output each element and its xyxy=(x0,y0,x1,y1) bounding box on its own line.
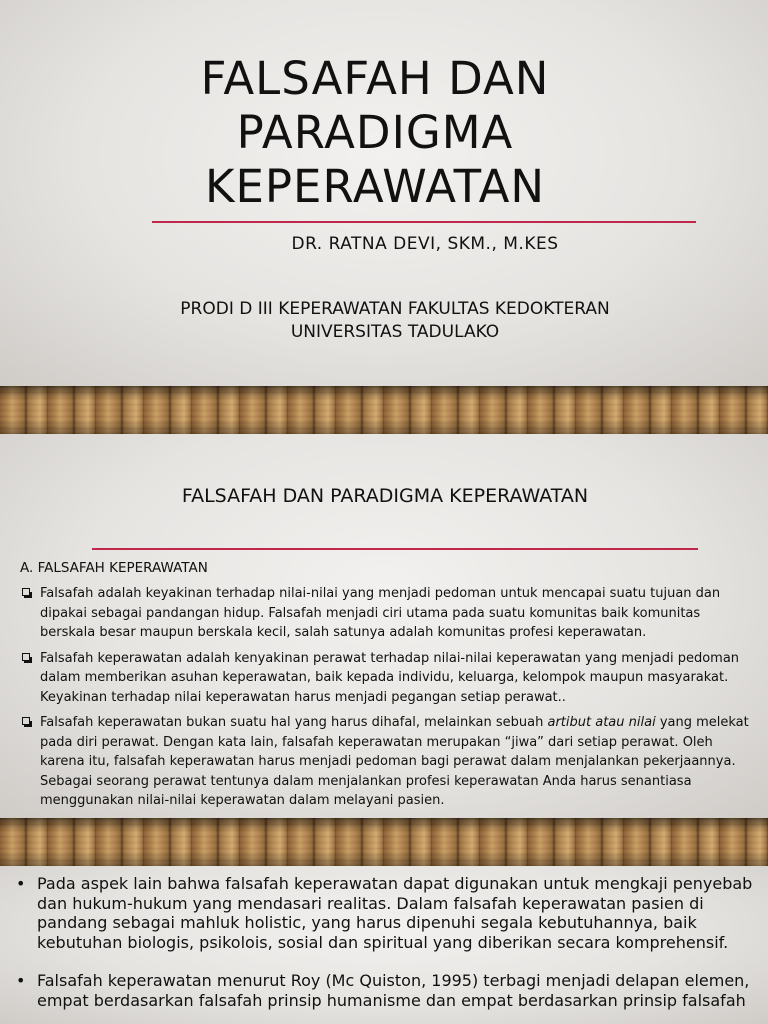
bullet-text-pre: Falsafah keperawatan bukan suatu hal yang harus dihafal, melainkan sebuah xyxy=(40,715,548,730)
bullet-text-post: yang melekat pada diri perawat. Dengan kata lain, falsafah keperawatan merupakan “jiwa” dari setiap perawat. Oleh karena itu, falsafah keperawatan harus menjadi pedoman bagi perawat dalam menjalankan pekerjaannya. Sebagai seorang perawat tentunya dalam menjalankan profesi keperawatan Anda harus senantiasa menggunakan nilai-nilai keperawatan dalam melayani pasien. xyxy=(40,715,749,808)
title-line-3: KEPERAWATAN xyxy=(204,160,546,213)
square-bullet-icon xyxy=(22,653,30,661)
content-slide-1 xyxy=(0,434,768,818)
bullet-text: Pada aspek lain bahwa falsafah keperawatan dapat digunakan untuk mengkaji penyebab dan hukum-hukum yang mendasari realitas. Dalam falsafah keperawatan pasien di pandang sebagai mahluk holistic, yang harus dipenuhi segala kebutuhannya, baik kebutuhan biologis, psikolois, sosial dan spiritual yang diberikan secara komprehensif. xyxy=(37,874,753,952)
bullet-text xyxy=(40,715,749,808)
author-name: DR. RATNA DEVI, SKM., M.KES xyxy=(291,234,559,254)
list-item xyxy=(20,584,755,643)
title-divider xyxy=(152,221,696,223)
title-line-1: FALSAFAH DAN xyxy=(200,52,550,105)
slide-title xyxy=(100,52,650,214)
bullet-dot-icon: • xyxy=(16,874,26,893)
wood-floor-divider xyxy=(0,818,768,866)
bullet-list xyxy=(16,874,756,1024)
list-item xyxy=(20,713,755,811)
square-bullet-icon xyxy=(22,588,30,596)
section-heading: A. FALSAFAH KEPERAWATAN xyxy=(20,560,208,576)
list-item xyxy=(20,649,755,708)
list-item xyxy=(16,874,756,952)
institution-line-1: PRODI D III KEPERAWATAN FAKULTAS KEDOKTERAN xyxy=(180,299,610,319)
title-divider xyxy=(92,548,698,550)
institution-line-2: UNIVERSITAS TADULAKO xyxy=(290,322,500,342)
slide-title: FALSAFAH DAN PARADIGMA KEPERAWATAN xyxy=(181,485,589,507)
institution xyxy=(110,298,680,344)
bullet-list xyxy=(20,584,755,817)
wood-floor-divider xyxy=(0,386,768,434)
bullet-text: Falsafah keperawatan adalah kenyakinan perawat terhadap nilai-nilai keperawatan yang menjadi pedoman dalam memberikan asuhan keperawatan, baik kepada individu, keluarga, kelompok maupun masyarakat. Keyakinan terhadap nilai keperawatan harus menjadi pegangan setiap perawat.. xyxy=(40,650,740,705)
list-item xyxy=(16,971,756,1010)
title-slide xyxy=(0,0,768,386)
bullet-text: Falsafah adalah keyakinan terhadap nilai-nilai yang menjadi pedoman untuk mencapai suatu tujuan dan dipakai sebagai pandangan hidup. Falsafah menjadi ciri utama pada suatu komunitas baik komunitas berskala besar maupun berskala kecil, salah satunya adalah komunitas profesi keperawatan. xyxy=(40,586,721,640)
bullet-dot-icon: • xyxy=(16,971,26,990)
bullet-text-emphasis: artibut atau nilai xyxy=(547,715,656,730)
content-slide-2 xyxy=(0,866,768,1024)
bullet-text: Falsafah keperawatan menurut Roy (Mc Quiston, 1995) terbagi menjadi delapan elemen, empat berdasarkan falsafah prinsip humanisme dan empat berdasarkan prinsip falsafah xyxy=(37,971,750,1010)
square-bullet-icon xyxy=(22,717,30,725)
title-line-2: PARADIGMA xyxy=(236,106,514,159)
